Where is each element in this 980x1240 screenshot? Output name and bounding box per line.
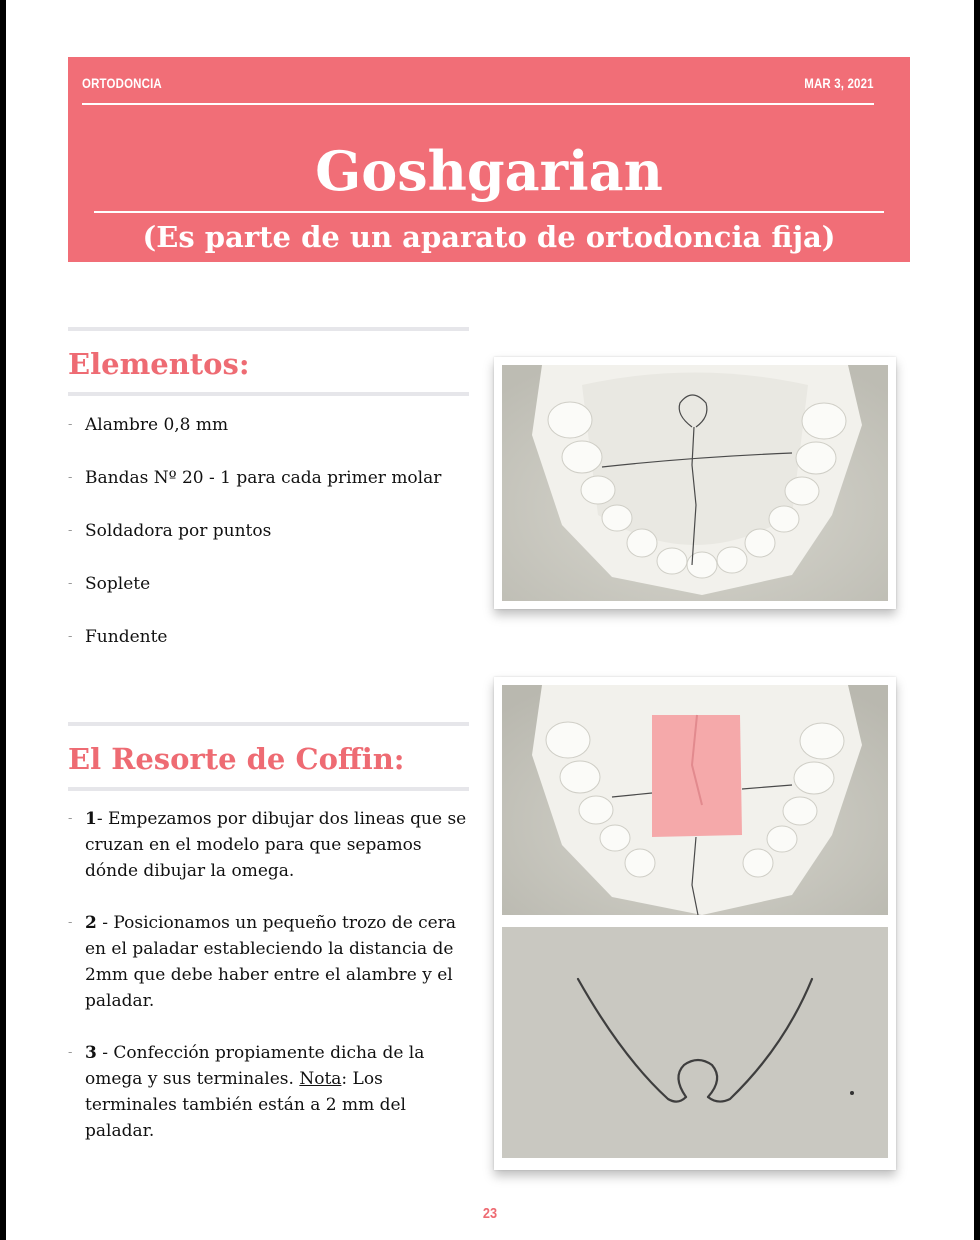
- section-rule-top: [68, 327, 469, 331]
- bullet-dash: -: [68, 629, 73, 644]
- list-item: - Soplete: [68, 571, 478, 597]
- wire-omega-image: [502, 927, 888, 1158]
- elementos-heading: Elementos:: [68, 347, 250, 381]
- elementos-list: [68, 412, 478, 677]
- photo-cast-drawn-lines: [494, 357, 896, 609]
- photo-group-wax-wire: [494, 677, 896, 1170]
- list-item: - Bandas Nº 20 - 1 para cada primer molar: [68, 465, 478, 491]
- bullet-dash: -: [68, 1045, 73, 1060]
- bullet-dash: -: [68, 470, 73, 485]
- section-rule-bottom: [68, 392, 469, 396]
- list-item: - 2 - Posicionamos un pequeño trozo de cera en el paladar estableciendo la distancia de 2mm que debe haber entre el alambre y el paladar.: [68, 910, 478, 1014]
- coffin-heading: El Resorte de Coffin:: [68, 742, 405, 776]
- bullet-dash: -: [68, 417, 73, 432]
- list-item: - 1- Empezamos por dibujar dos lineas que se cruzan en el modelo para que sepamos dónde dibujar la omega.: [68, 806, 478, 884]
- bullet-dash: -: [68, 576, 73, 591]
- section-rule-top: [68, 722, 469, 726]
- page-number: 23: [482, 1205, 498, 1222]
- bullet-dash: -: [68, 523, 73, 538]
- note-label: Nota: [299, 1069, 342, 1089]
- bullet-dash: -: [68, 811, 73, 826]
- page-subtitle: (Es parte de un aparato de ortodoncia fija): [142, 220, 836, 254]
- cast-wax-image: [502, 685, 888, 915]
- list-item: - Fundente: [68, 624, 478, 650]
- page-title: Goshgarian: [315, 139, 663, 203]
- list-item: - Soldadora por puntos: [68, 518, 478, 544]
- category-label: ORTODONCIA: [82, 75, 162, 91]
- cast-drawing-image: [502, 365, 888, 601]
- title-divider: [94, 211, 884, 213]
- list-item: - 3 - Confección propiamente dicha de la omega y sus terminales. Nota: Los terminales también están a 2 mm del paladar.: [68, 1040, 478, 1144]
- coffin-steps-list: [68, 806, 478, 1170]
- header-divider: [82, 103, 874, 105]
- list-item: - Alambre 0,8 mm: [68, 412, 478, 438]
- date-label: MAR 3, 2021: [804, 75, 874, 91]
- document-page: [6, 0, 974, 1240]
- header-banner: [68, 57, 910, 262]
- bullet-dash: -: [68, 915, 73, 930]
- section-rule-bottom: [68, 787, 469, 791]
